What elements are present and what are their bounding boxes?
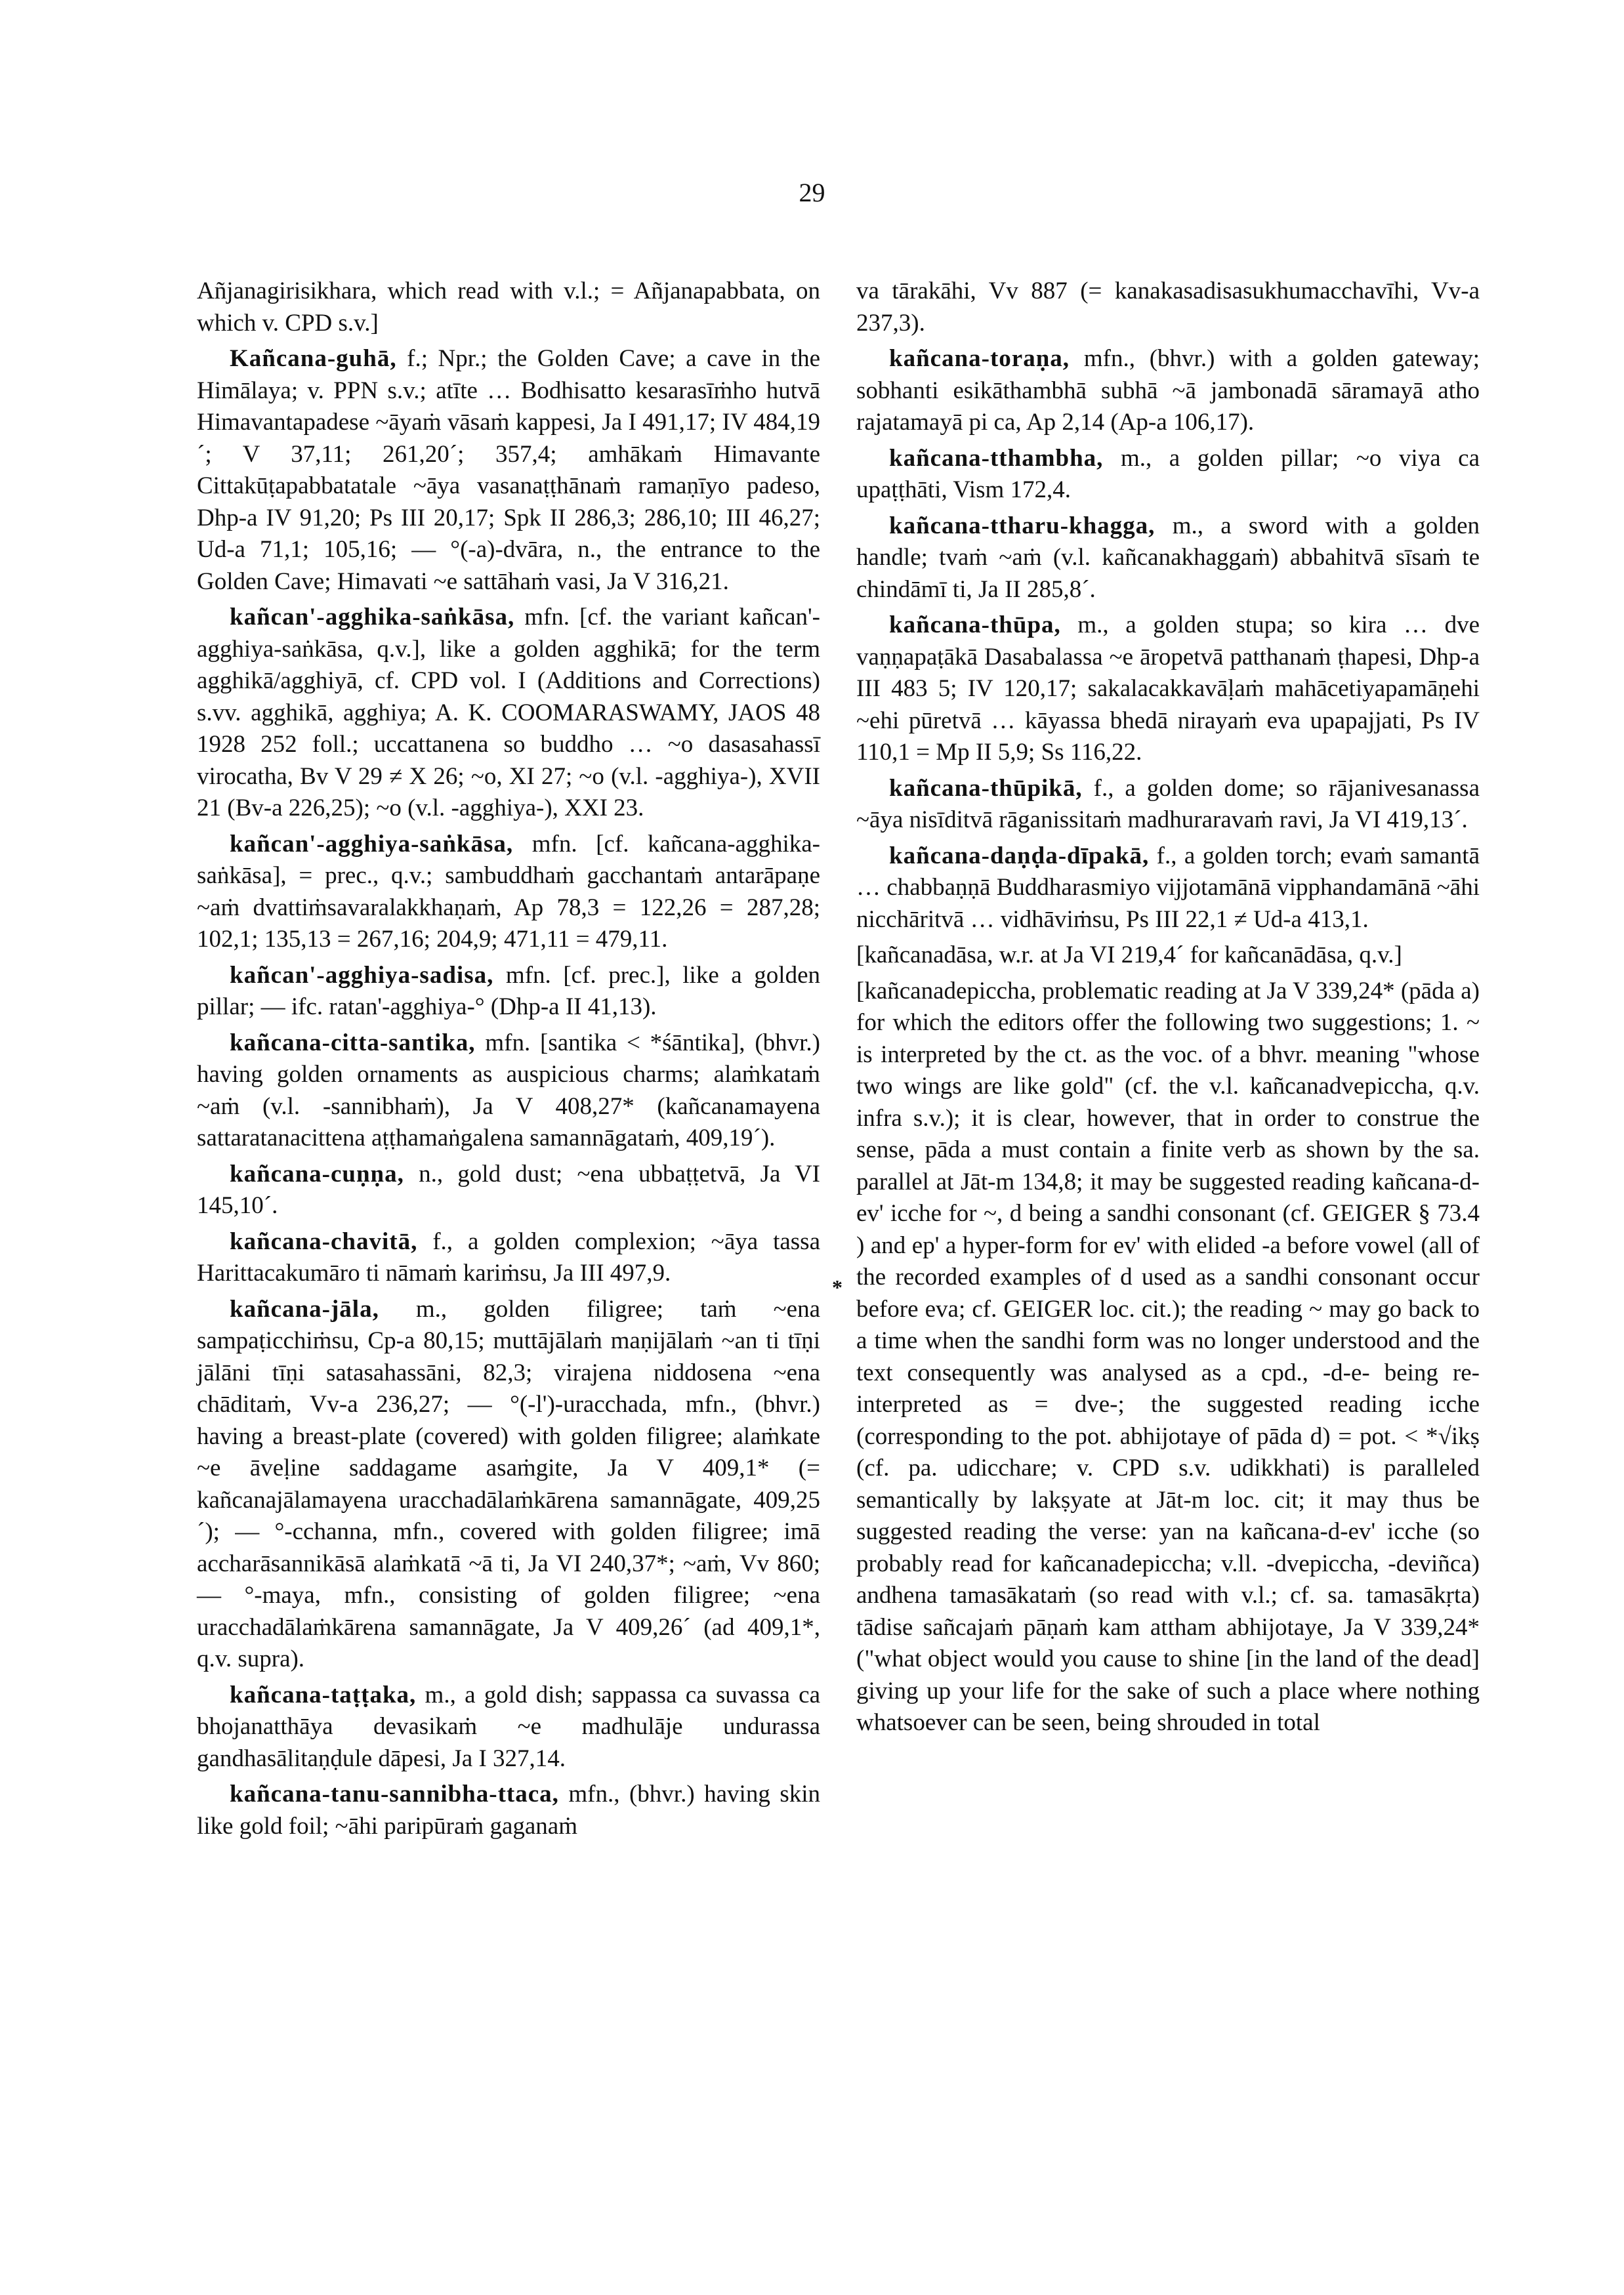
dictionary-entry	[197, 1226, 820, 1290]
dictionary-entry	[856, 840, 1480, 936]
entry-text: mfn., (bhvr.) with a golden gateway; sobhanti esikāthambhā subhā ~ā jambonadā sāramayā atho rajatamayā pi ca, Ap 2,14 (Ap-a 106,17).	[856, 345, 1480, 436]
entry-headword: Kañcana-guhā,	[230, 345, 397, 372]
entry-headword: kañcana-toraṇa,	[889, 345, 1070, 372]
entry-headword: kañcan'-agghika-saṅkāsa,	[230, 604, 515, 631]
dictionary-entry	[856, 940, 1480, 972]
dictionary-entry	[197, 1159, 820, 1222]
entry-text: m., a golden stupa; so kira … dve vaṇṇapaṭākā Dasabalassa ~e āropetvā patthanaṁ ṭhapesi, Dhp-a III 483 5; IV 120,17; sakalacakkavāḷaṁ mahācetiyapamāṇehi ~ehi pūretvā … kāyassa bhedā nirayaṁ eva upapajjati, Ps IV 110,1 = Mp II 5,9; Ss 116,22.	[856, 611, 1480, 766]
entry-text: mfn. [cf. prec.], like a golden pillar; — ifc. ratan'-agghiya-° (Dhp-a II 41,13).	[197, 961, 820, 1020]
dictionary-entry	[197, 1027, 820, 1155]
entry-text: [kañcanadāsa, w.r. at Ja VI 219,4´ for kañcanādāsa, q.v.]	[856, 941, 1402, 968]
dictionary-entry	[197, 1680, 820, 1775]
dictionary-entry	[197, 960, 820, 1023]
dictionary-entry	[856, 343, 1480, 439]
entry-text: mfn. [cf. the variant kañcan'-agghiya-saṅkāsa, q.v.], like a golden agghikā; for the term agghikā/agghiyā, cf. CPD vol. I (Additions and Corrections) s.vv. agghikā, agghiya; A. K. COOMARASWAMY, JAOS 48 1928 252 foll.; uccattanena so buddho … ~o dasasahassī virocatha, Bv V 29 ≠ X 26; ~o, XI 27; ~o (v.l. -agghiya-), XVII 21 (Bv-a 226,25); ~o (v.l. -agghiya-), XXI 23.	[197, 604, 820, 821]
entry-text: m., a gold dish; sappassa ca suvassa ca bhojanatthāya devasikaṁ ~e madhulāje undurassa gandhasālitaṇḍule dāpesi, Ja I 327,14.	[197, 1681, 820, 1772]
dictionary-entry	[856, 610, 1480, 769]
entry-text: n., gold dust; ~ena ubbaṭṭetvā, Ja VI 145,10´.	[197, 1160, 820, 1219]
entry-text: mfn. [cf. kañcana-agghika-saṅkāsa], = prec., q.v.; sambuddhaṁ gacchantaṁ antarāpaṇe ~aṁ dvattiṁsavaralakkhaṇaṁ, Ap 78,3 = 122,26 = 287,28; 102,1; 135,13 = 267,16; 204,9; 471,11 = 479,11.	[197, 830, 820, 953]
dictionary-entry	[197, 343, 820, 598]
entry-text: m., a golden pillar; ~o viya ca upaṭṭhāti, Vism 172,4.	[856, 444, 1480, 503]
entry-text: mfn., (bhvr.) having skin like gold foil; ~āhi paripūraṁ gaganaṁ	[197, 1781, 820, 1840]
entry-headword: kañcana-cuṇṇa,	[230, 1160, 404, 1188]
entry-headword: kañcan'-agghiya-saṅkāsa,	[230, 830, 514, 858]
entry-text: m., a sword with a golden handle; tvaṁ ~aṁ (v.l. kañcanakhaggaṁ) abbahitvā sīsaṁ te chindāmī ti, Ja II 285,8´.	[856, 512, 1480, 603]
entry-text: Añjanagirisikhara, which read with v.l.; = Añjanapabbata, on which v. CPD s.v.]	[197, 278, 820, 337]
entry-text: f.; Npr.; the Golden Cave; a cave in the Himālaya; v. PPN s.v.; atīte … Bodhisatto kesarasīṁho hutvā Himavantapadese ~āyaṁ vāsaṁ kappesi, Ja I 491,17; IV 484,19´; V 37,11; 261,20´; 357,4; amhākaṁ Himavante Cittakūṭapabbatatale ~āya vasanaṭṭhānaṁ ramaṇīyo padeso, Dhp-a IV 91,20; Ps III 20,17; Spk II 286,3; 286,10; III 46,27; Ud-a 71,1; 105,16; — °(-a)-dvāra, n., the entrance to the Golden Cave; Himavati ~e sattāhaṁ vasi, Ja V 316,21.	[197, 345, 820, 595]
margin-correction-mark: *	[832, 1275, 843, 1299]
entry-text: va tārakāhi, Vv 887 (= kanakasadisasukhumacchavīhi, Vv-a 237,3).	[856, 278, 1480, 337]
entry-text: mfn. [santika < *śāntika], (bhvr.) having golden ornaments as auspicious charms; alaṁkataṁ ~aṁ (v.l. -sannibhaṁ), Ja V 408,27* (kañcanamayena sattaratanacittena aṭṭhamaṅgalena samannāgataṁ, 409,19´).	[197, 1029, 820, 1151]
entry-headword: kañcana-jāla,	[230, 1295, 379, 1323]
dictionary-entry	[197, 602, 820, 825]
dictionary-entry	[856, 773, 1480, 837]
dictionary-entry	[197, 829, 820, 956]
entry-headword: kañcana-tanu-sannibha-ttaca,	[230, 1781, 559, 1808]
entry-text: f., a golden complexion; ~āya tassa Harittacakumāro ti nāmaṁ kariṁsu, Ja III 497,9.	[197, 1228, 820, 1287]
entry-headword: kañcana-tthambha,	[889, 444, 1104, 472]
right-column	[856, 276, 1480, 1743]
entry-headword: kañcana-taṭṭaka,	[230, 1681, 417, 1708]
dictionary-entry	[197, 1294, 820, 1676]
entry-headword: kañcana-thūpa,	[889, 611, 1061, 638]
entry-text: f., a golden dome; so rājanivesanassa ~āya nisīditvā rāganissitaṁ madhuraravaṁ ravi, Ja VI 419,13´.	[856, 774, 1480, 833]
entry-headword: kañcana-citta-santika,	[230, 1029, 476, 1056]
page-number: 29	[799, 178, 825, 207]
dictionary-entry	[197, 276, 820, 339]
entry-headword: kañcana-chavitā,	[230, 1228, 418, 1255]
entry-text: m., golden filigree; taṁ ~ena sampaṭicchiṁsu, Cp-a 80,15; muttājālaṁ maṇijālaṁ ~an ti tīṇi jālāni tīṇi satasahassāni, 82,3; virajena niddosena ~ena chāditaṁ, Vv-a 236,27; — °(-l')-uracchada, mfn., (bhvr.) having a breast-plate (covered) with golden filigree; alaṁkate ~e āveḷine saddagame asaṁgite, Ja V 409,1* (= kañcanajālamayena uracchadālaṁkārena samannāgate, 409,25´); — °-cchanna, mfn., covered with golden filigree; imā accharāsannikāsā alaṁkatā ~ā ti, Ja VI 240,37*; ~aṁ, Vv 860; — °-maya, mfn., consisting of golden filigree; ~ena uracchadālaṁkārena samannāgate, Ja V 409,26´ (ad 409,1*, q.v. supra).	[197, 1295, 820, 1672]
entry-headword: kañcana-ttharu-khagga,	[889, 512, 1156, 539]
left-column	[197, 276, 820, 1846]
dictionary-entry	[856, 443, 1480, 507]
entry-headword: kañcana-daṇḍa-dīpakā,	[889, 842, 1150, 869]
entry-text: f., a golden torch; evaṁ samantā … chabbaṇṇā Buddharasmiyo vijjotamānā vipphandamānā ~āhi nicchāritvā … vidhāviṁsu, Ps III 22,1 ≠ Ud-a 413,1.	[856, 842, 1480, 933]
dictionary-entry	[197, 1779, 820, 1842]
entry-headword: kañcana-thūpikā,	[889, 774, 1083, 802]
dictionary-entry	[856, 276, 1480, 339]
entry-headword: kañcan'-agghiya-sadisa,	[230, 961, 494, 989]
dictionary-entry	[856, 976, 1480, 1739]
entry-text: [kañcanadepiccha, problematic reading at Ja V 339,24* (pāda a) for which the editors offer the following two suggestions; 1. ~ is interpreted by the ct. as the voc. of a bhvr. meaning "whose two wings are like gold" (cf. the v.l. kañcanadvepiccha, q.v. infra s.v.); it is clear, however, that in order to construe the sense, pāda a must contain a finite verb as shown by the sa. parallel at Jāt-m 134,8; it may be suggested reading kañcana-d-ev' icche for ~, d being a sandhi consonant (cf. GEIGER § 73.4 ) and ep' a hyper-form for ev' with elided -a before vowel (all of the recorded examples of d used as a sandhi consonant occur before eva; cf. GEIGER loc. cit.); the reading ~ may go back to a time when the sandhi form was no longer understood and the text consequently was analysed as a cpd., -d-e- being re-interpreted as = dve-; the suggested reading icche (corresponding to the pot. abhijotaye of pāda d) = pot. < *√ikṣ (cf. pa. udicchare; v. CPD s.v. udikkhati) is paralleled semantically by lakṣyate at Jāt-m loc. cit; it may thus be suggested reading the verse: yan na kañcana-d-ev' icche (so probably read for kañcanadepiccha; v.ll. -dvepiccha, -deviñca) andhena tamasākataṁ (so read with v.l.; cf. sa. tamasākṛta) tādise sañcajaṁ pāṇaṁ kam attham abhijotaye, Ja V 339,24* ("what object would you cause to shine [in the land of the dead] giving up your life for the sake of such a place where nothing whatsoever can be seen, being shrouded in total	[856, 977, 1480, 1736]
dictionary-entry	[856, 510, 1480, 606]
